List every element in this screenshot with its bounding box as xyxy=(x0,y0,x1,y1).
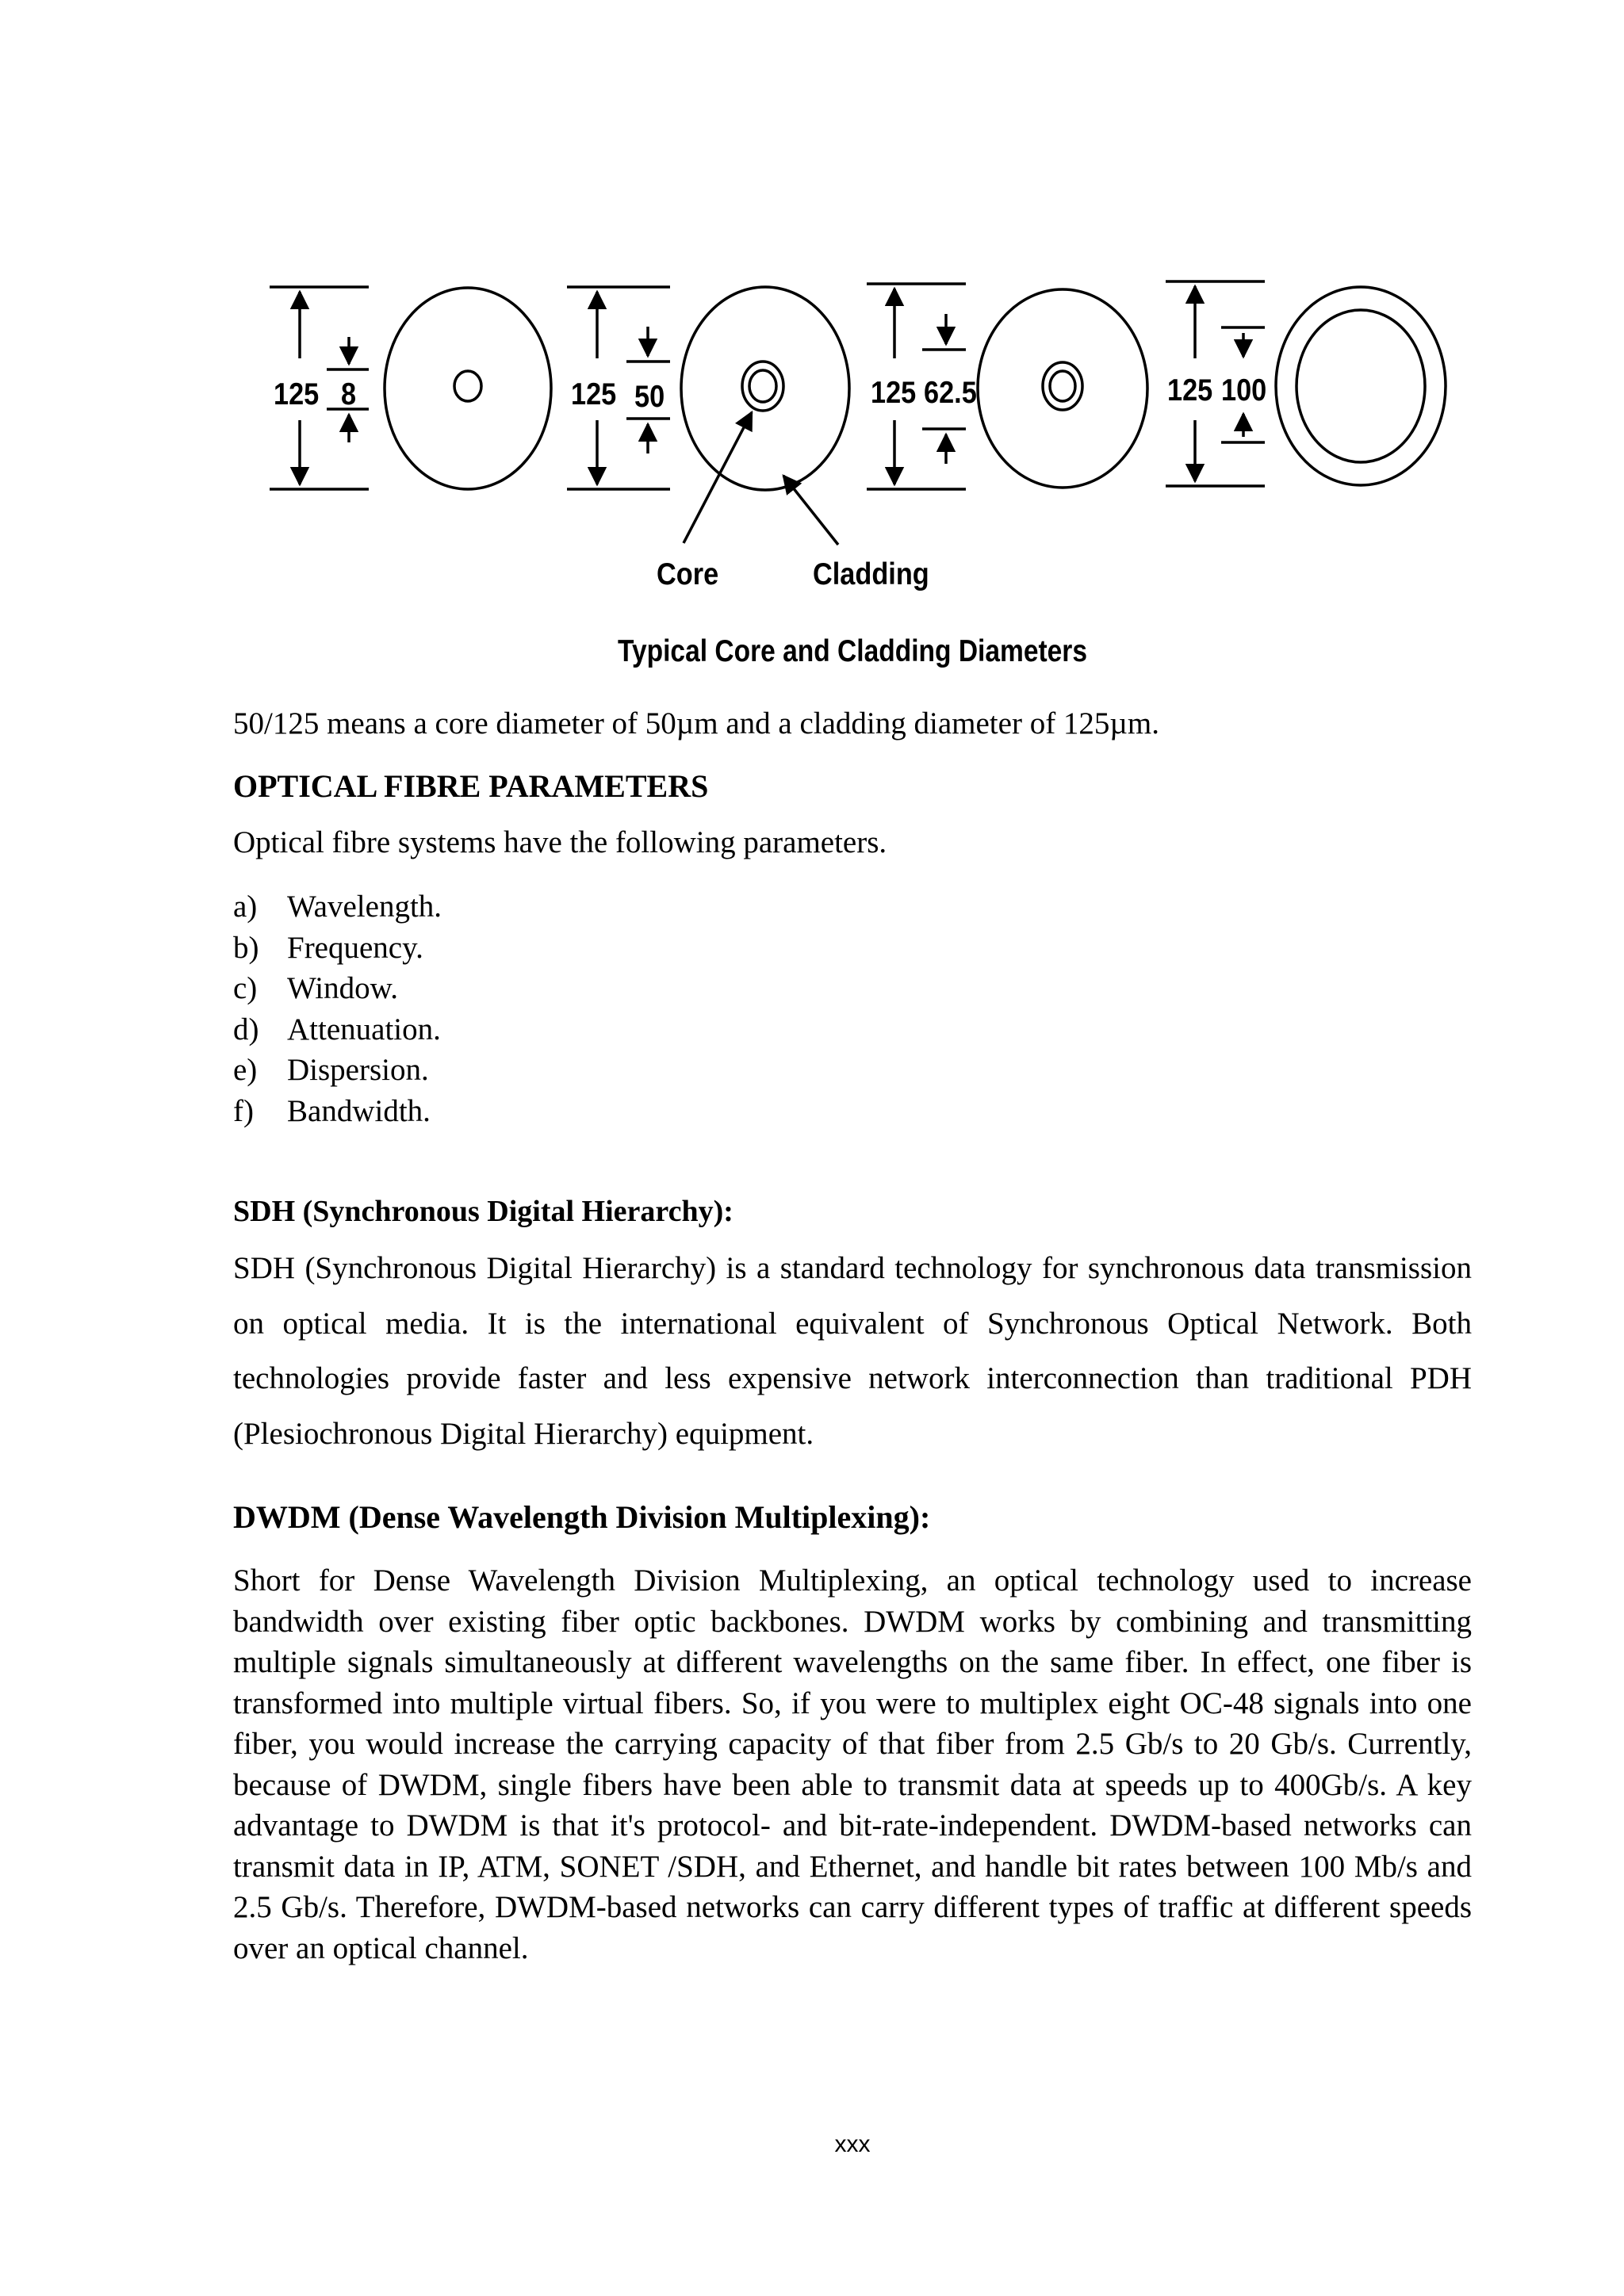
core-label-4: 100 xyxy=(1221,372,1267,408)
cladding-circle xyxy=(681,287,849,490)
list-item xyxy=(233,968,1001,1009)
core-inner-circle xyxy=(749,370,776,402)
list-item xyxy=(233,1091,1001,1132)
list-item-text: Window. xyxy=(287,971,398,1005)
list-item xyxy=(233,1009,1001,1050)
core-label-3: 62.5 xyxy=(924,374,977,410)
core-label-1: 8 xyxy=(341,376,357,411)
parameters-heading: OPTICAL FIBRE PARAMETERS xyxy=(233,768,709,804)
list-item-text: Attenuation. xyxy=(287,1012,441,1047)
core-inner-circle xyxy=(1050,371,1075,401)
list-item-text: Frequency. xyxy=(287,930,423,965)
list-item-text: Wavelength. xyxy=(287,890,442,924)
list-marker: f) xyxy=(233,1093,254,1128)
cladding-circle xyxy=(385,288,551,489)
dwdm-paragraph: Short for Dense Wavelength Division Multiplexing, an optical technology used to increase bandwidth over existing fiber optic backbones. DWDM works by combining and transmitting multiple signals simultaneously at different wavelengths on the same fiber. In effect, one fiber is transformed into multiple virtual fibers. So, if you were to multiplex eight OC-48 signals into one fiber, you would increase the carrying capacity of that fiber from 2.5 Gb/s to 20 Gb/s. Currently, because of DWDM, single fibers have been able to transmit data at speeds up to 400Gb/s. A key advantage to DWDM is that it's protocol- and bit-rate-independent. DWDM-based networks can transmit data in IP, ATM, SONET /SDH, and Ethernet, and handle bit rates between 100 Mb/s and 2.5 Gb/s. Therefore, DWDM-based networks can carry different types of traffic at different speeds over an optical channel. xyxy=(233,1563,1472,1965)
sdh-heading: SDH (Synchronous Digital Hierarchy): xyxy=(233,1195,733,1228)
cladding-callout-label: Cladding xyxy=(813,556,929,591)
cladding-label-1: 125 xyxy=(274,376,320,411)
core-label-2: 50 xyxy=(634,378,665,414)
list-item xyxy=(233,928,1001,969)
cladding-label-3: 125 xyxy=(871,374,917,410)
cladding-circle xyxy=(1276,287,1446,485)
sdh-paragraph: SDH (Synchronous Digital Hierarchy) is a standard technology for synchronous data transmission on optical media. It is the international equivalent of Synchronous Optical Network. Both technologies provide faster and less expensive network interconnection than traditional PDH (Plesiochronous Digital Hierarchy) equipment. xyxy=(233,1251,1472,1451)
list-marker: b) xyxy=(233,930,259,965)
page-number: xxx xyxy=(834,2131,871,2157)
cladding-label-4: 125 xyxy=(1167,372,1213,408)
parameters-list xyxy=(233,886,1001,1131)
dwdm-heading: DWDM (Dense Wavelength Division Multiplexing): xyxy=(233,1499,931,1535)
core-cladding-note: 50/125 means a core diameter of 50µm and a cladding diameter of 125µm. xyxy=(233,706,1159,740)
list-item xyxy=(233,886,1001,928)
core-circle xyxy=(1297,310,1425,462)
figure-caption: Typical Core and Cladding Diameters xyxy=(617,634,1088,668)
list-item xyxy=(233,1050,1001,1091)
list-marker: a) xyxy=(233,890,258,924)
list-marker: d) xyxy=(233,1012,259,1047)
list-item-text: Dispersion. xyxy=(287,1053,429,1087)
list-marker: e) xyxy=(233,1053,258,1087)
cladding-circle xyxy=(978,289,1147,488)
fiber-diameters-diagram xyxy=(0,0,1624,634)
parameters-intro: Optical fibre systems have the following parameters. xyxy=(233,825,887,859)
core-callout-label: Core xyxy=(657,556,719,591)
cladding-label-2: 125 xyxy=(571,376,617,411)
core-pointer xyxy=(684,412,752,543)
list-marker: c) xyxy=(233,971,258,1005)
list-item-text: Bandwidth. xyxy=(287,1093,431,1128)
cladding-pointer xyxy=(783,476,838,545)
core-circle xyxy=(454,371,481,401)
